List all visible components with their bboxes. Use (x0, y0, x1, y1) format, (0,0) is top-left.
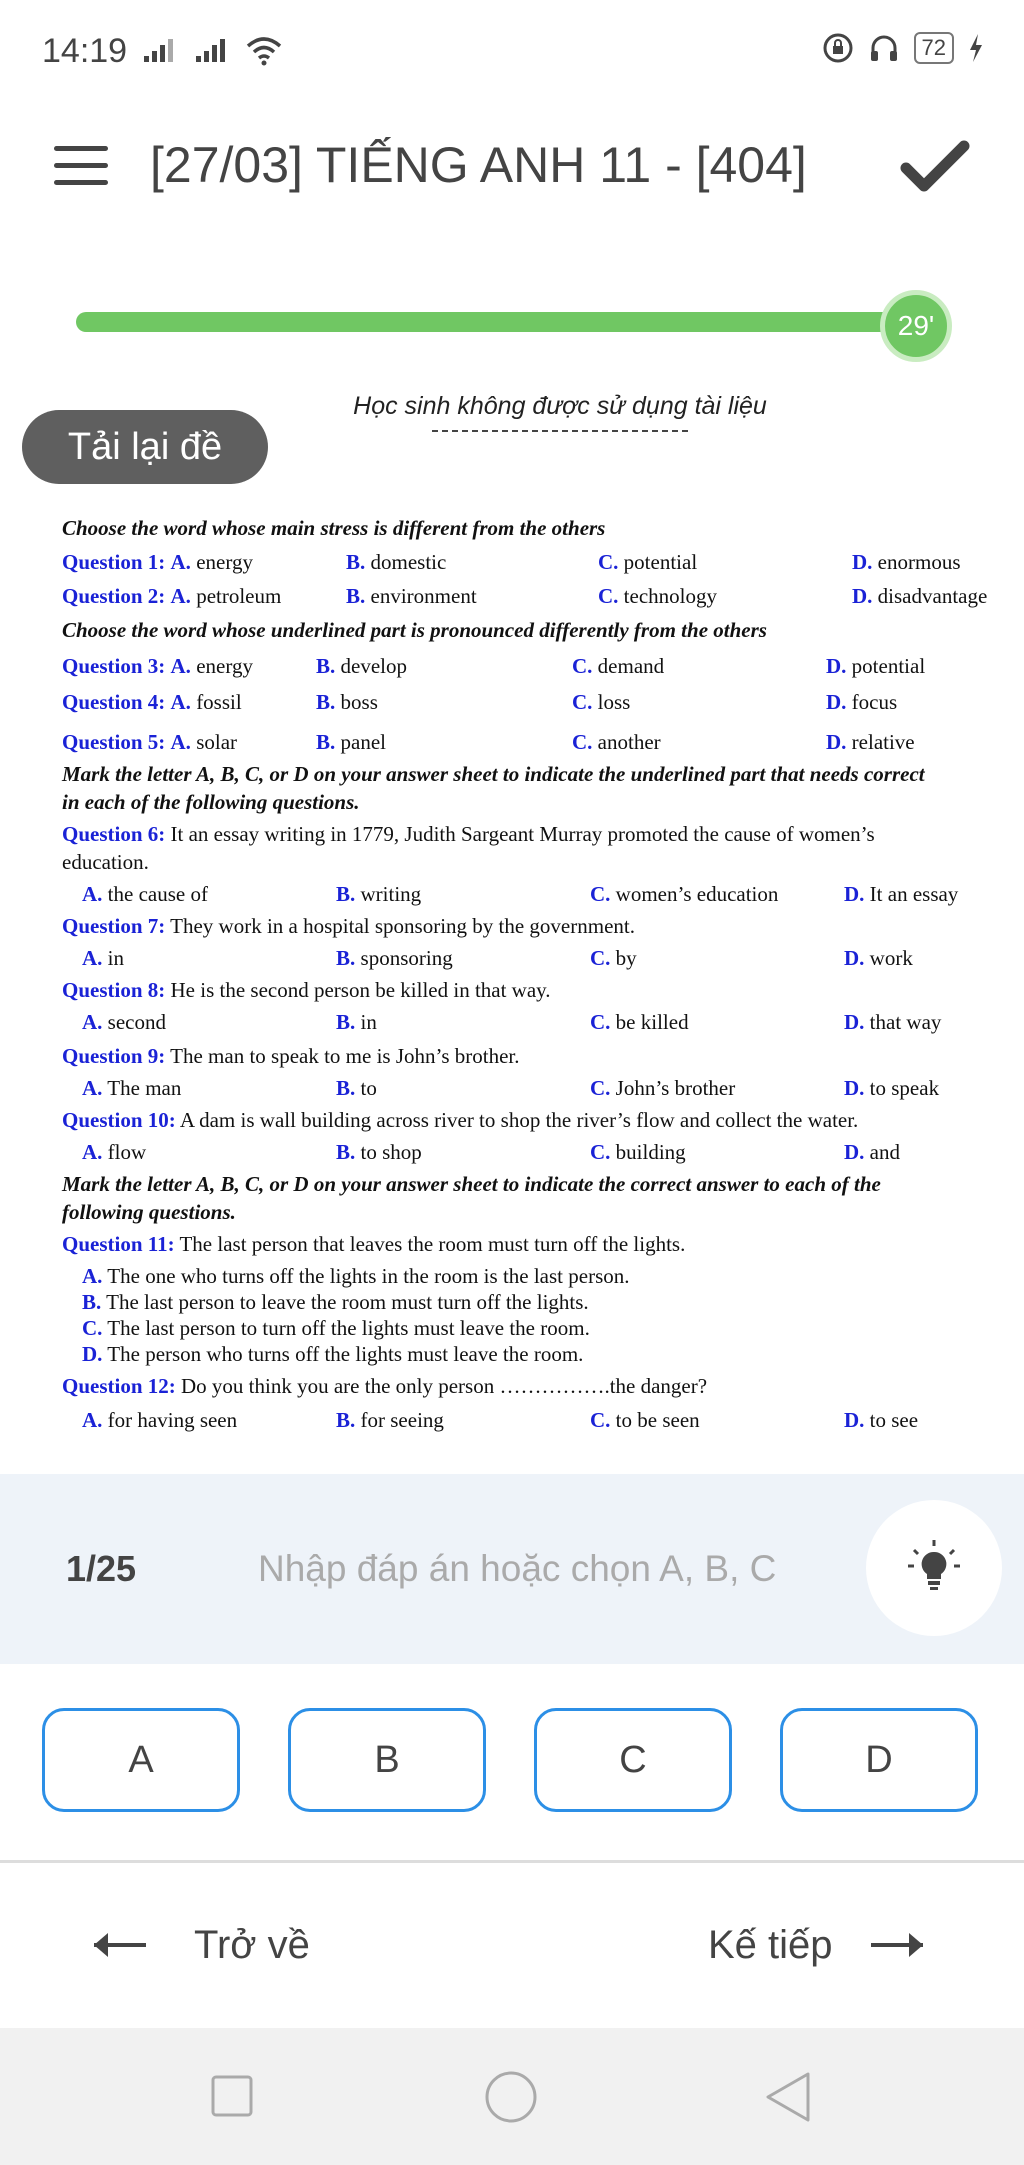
back-button[interactable] (92, 1915, 310, 1975)
timer-progress-bar (76, 312, 940, 332)
question-stem: Question 8: He is the second person be killed in that way. (62, 978, 551, 1002)
option-line: D. The person who turns off the lights must leave the room. (82, 1342, 584, 1366)
checkmark-icon[interactable] (900, 136, 970, 196)
question-row: Question 2: A. petroleum B. environment C. technology D. disadvantage (62, 584, 988, 608)
signal-icons (142, 36, 282, 66)
question-stem: Question 12: Do you think you are the only person …………….the danger? (62, 1374, 708, 1398)
section-instruction: Choose the word whose underlined part is pronounced differently from the others (62, 618, 767, 642)
back-label: Trở về (194, 1922, 310, 1967)
exam-notice: Học sinh không được sử dụng tài liệu (353, 392, 767, 420)
status-right (822, 32, 984, 64)
question-options: A. second B. in C. be killed D. that way (82, 1010, 942, 1034)
status-bar (0, 0, 1024, 100)
question-options: A. The man B. to C. John’s brother D. to speak (82, 1076, 940, 1100)
status-time: 14:19 (42, 32, 128, 70)
option-c-button[interactable]: C (534, 1708, 732, 1812)
signal-icon (142, 36, 182, 64)
question-options: A. in B. sponsoring C. by D. work (82, 946, 913, 970)
home-icon[interactable] (484, 2070, 538, 2124)
lightbulb-icon (904, 1538, 964, 1598)
notice-divider (432, 430, 688, 432)
question-row: Question 5: A. solar B. panel C. another D. relative (62, 730, 915, 754)
arrow-right-icon (869, 1930, 925, 1960)
back-nav-icon[interactable] (764, 2070, 812, 2124)
question-stem: education. (62, 850, 149, 874)
recent-apps-icon[interactable] (210, 2074, 254, 2118)
question-stem: Question 9: The man to speak to me is John’s brother. (62, 1044, 520, 1068)
question-stem: Question 10: A dam is wall building across river to shop the river’s flow and collect the water. (62, 1108, 859, 1132)
headphones-icon (868, 32, 900, 64)
section-instruction: Choose the word whose main stress is different from the others (62, 516, 606, 540)
question-row: Question 1: A. energy B. domestic C. potential D. enormous (62, 550, 961, 574)
battery-level: 72 (914, 32, 954, 64)
option-line: C. The last person to turn off the lights must leave the room. (82, 1316, 590, 1340)
reload-exam-button[interactable]: Tải lại đề (22, 410, 268, 484)
lock-rotation-icon (822, 32, 854, 64)
section-instruction: Mark the letter A, B, C, or D on your answer sheet to indicate the underlined part that needs correct (62, 762, 925, 786)
option-a-button[interactable]: A (42, 1708, 240, 1812)
system-nav-bar (0, 2028, 1024, 2165)
question-options: A. for having seen B. for seeing C. to be seen D. to see (82, 1408, 919, 1432)
next-button[interactable] (708, 1915, 925, 1975)
question-options: A. the cause of B. writing C. women’s education D. It an essay (82, 882, 959, 906)
question-options: A. flow B. to shop C. building D. and (82, 1140, 900, 1164)
section-instruction: following questions. (62, 1200, 236, 1224)
question-counter: 1/25 (66, 1548, 137, 1589)
section-instruction: Mark the letter A, B, C, or D on your answer sheet to indicate the correct answer to each of the (62, 1172, 881, 1196)
option-b-button[interactable]: B (288, 1708, 486, 1812)
question-stem: Question 6: It an essay writing in 1779, Judith Sargeant Murray promoted the cause of women’s (62, 822, 875, 846)
menu-icon[interactable] (54, 146, 108, 186)
page-title: [27/03] TIẾNG ANH 11 - [404] (150, 137, 807, 193)
question-stem: Question 7: They work in a hospital sponsoring by the government. (62, 914, 635, 938)
section-instruction: in each of the following questions. (62, 790, 360, 814)
charging-icon (968, 33, 984, 63)
option-line: A. The one who turns off the lights in the room is the last person. (82, 1264, 630, 1288)
signal-icon-2 (194, 36, 234, 64)
question-row: Question 3: A. energy B. develop C. demand D. potential (62, 654, 926, 678)
timer-badge: 29' (880, 290, 952, 362)
next-label: Kế tiếp (708, 1922, 833, 1967)
option-line: B. The last person to leave the room must turn off the lights. (82, 1290, 589, 1314)
question-stem: Question 11: The last person that leaves the room must turn off the lights. (62, 1232, 686, 1256)
arrow-left-icon (92, 1930, 148, 1960)
divider (0, 1860, 1024, 1863)
question-row: Question 4: A. fossil B. boss C. loss D. focus (62, 690, 898, 714)
hint-button[interactable] (866, 1500, 1002, 1636)
option-d-button[interactable]: D (780, 1708, 978, 1812)
answer-input[interactable] (256, 1536, 820, 1602)
wifi-icon (246, 36, 282, 66)
